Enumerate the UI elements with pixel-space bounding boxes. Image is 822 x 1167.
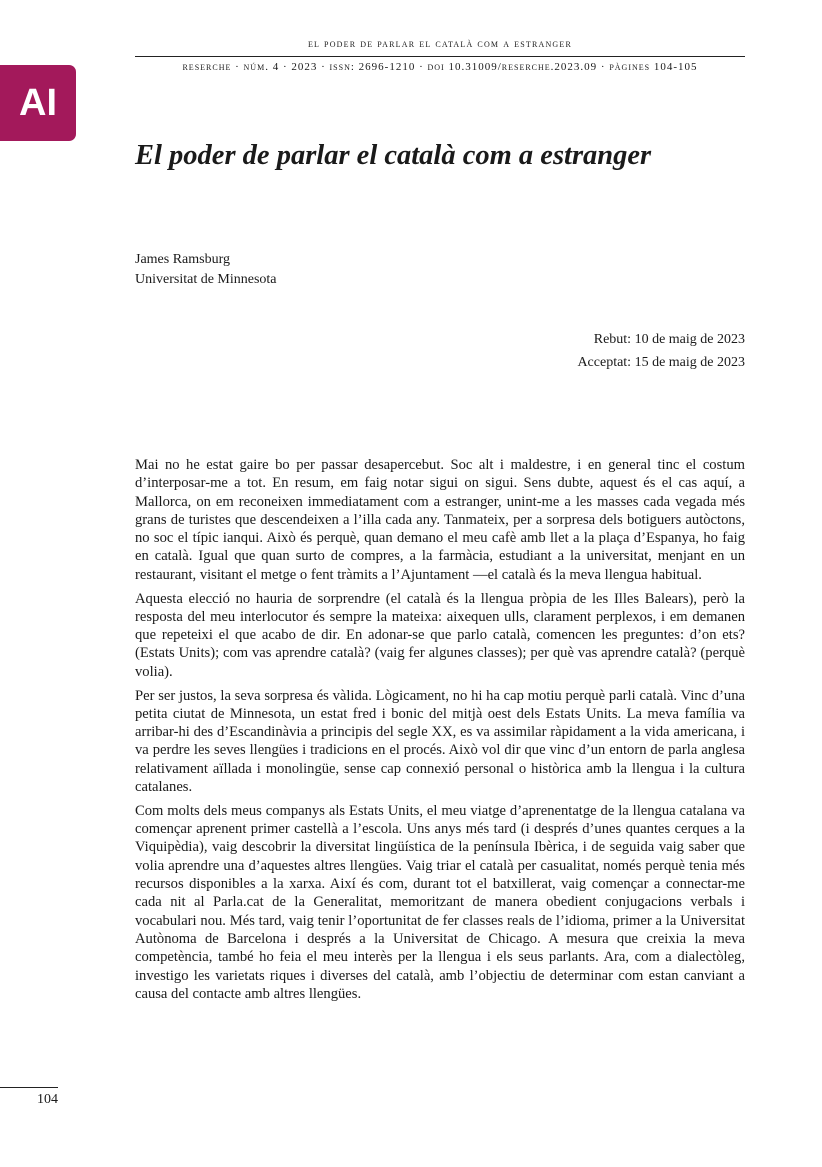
author-block xyxy=(135,250,277,290)
page-number: 104 xyxy=(37,1092,58,1107)
body-paragraph: Per ser justos, la seva sorpresa és vàlida. Lògicament, no hi ha cap motiu perquè parli català. Vinc d’una petita ciutat de Minnesota, un estat fred i bonic del mitjà oest dels Estats Units. La meva família va arribar-hi des d’Escandinàvia a principis del segle XX, es va assimilar ràpidament a la vida americana, i va perdre les seves llengües i tradicions en el procés. Això vol dir que vinc d’un entorn de parla anglesa relativament aïllada i monolingüe, sense cap connexió personal o històrica amb la llengua i la cultura catalanes. xyxy=(135,687,745,796)
accepted-date: Acceptat: 15 de maig de 2023 xyxy=(577,355,745,370)
footer-rule xyxy=(0,1087,58,1088)
author-name: James Ramsburg xyxy=(135,252,231,267)
article-title: El poder de parlar el català com a estranger xyxy=(135,140,652,171)
received-date: Rebut: 10 de maig de 2023 xyxy=(593,332,745,347)
submission-dates xyxy=(577,328,745,374)
article-body xyxy=(135,456,745,1009)
journal-info: reserche · núm. 4 · 2023 · issn: 2696-1210 · doi 10.31009/reserche.2023.09 · pàgines 104-105 xyxy=(182,61,698,73)
body-paragraph: Com molts dels meus companys als Estats Units, el meu viatge d’aprenentatge de la llengua catalana va començar aprenent primer castellà a l’escola. Uns anys més tard (i després d’unes quantes cerques a la Viquipèdia), vaig descobrir la diversitat lingüística de la península Ibèrica, i de seguida vaig saber que volia aprendre una d’aquestes altres llengües. Vaig triar el català per casualitat, només perquè tenia més recursos disponibles a la xarxa. Així és com, durant tot el batxillerat, vaig començar a connectar-me cada nit al Parla.cat de la Generalitat, memoritzant de manera obedient conjugacions verbals i vocabulari nou. Més tard, vaig tenir l’oportunitat de fer classes reals de l’idioma, primer a la Universitat Autònoma de Barcelona i després a la Universitat de Chicago. A mesura que creixia la meva competència, també ho feia el meu interès per la llengua i els seus parlants. Ara, com a dialectòleg, investigo les varietats riques i diverses del català, amb l’objectiu de determinar com estan canviant a causa del contacte amb altres llengües. xyxy=(135,802,745,1002)
body-paragraph: Mai no he estat gaire bo per passar desapercebut. Soc alt i maldestre, i en general tinc el costum d’interposar-me a tot. En resum, em faig notar sigui on sigui. Sens dubte, aquest és el cas aquí, a Mallorca, on em reconeixen immediatament com a estranger, unint-me a les masses cada vegada més grans de turistes que descendeixen a l’illa cada any. Tanmateix, per a sorpresa dels botiguers autòctons, no soc el típic ianqui. Això és perquè, quan demano el meu cafè amb llet a la plaça d’Espanya, ho faig en català. Igual que quan surto de compres, a la farmàcia, estudiant a la universitat, menjant en un restaurant, visitant el metge o fent tràmits a l’Ajuntament —el català és la meva llengua habitual. xyxy=(135,457,745,583)
header-rule xyxy=(135,56,745,57)
section-badge-label: AI xyxy=(19,81,57,124)
section-badge xyxy=(0,65,76,141)
author-affiliation: Universitat de Minnesota xyxy=(135,272,277,287)
running-title: el poder de parlar el català com a estranger xyxy=(307,38,573,50)
body-paragraph: Aquesta elecció no hauria de sorprendre (el català és la llengua pròpia de les Illes Balears), però la resposta del meu interlocutor és sempre la mateixa: aixequen ulls, clarament perplexos, i em demanen que repeteixi el que acabo de dir. En adonar-se que parlo català, comencen les preguntes: d’on ets? (Estats Units); com vas aprendre català? (vaig fer algunes classes); per què vas aprendre català? (perquè volia). xyxy=(135,590,745,680)
